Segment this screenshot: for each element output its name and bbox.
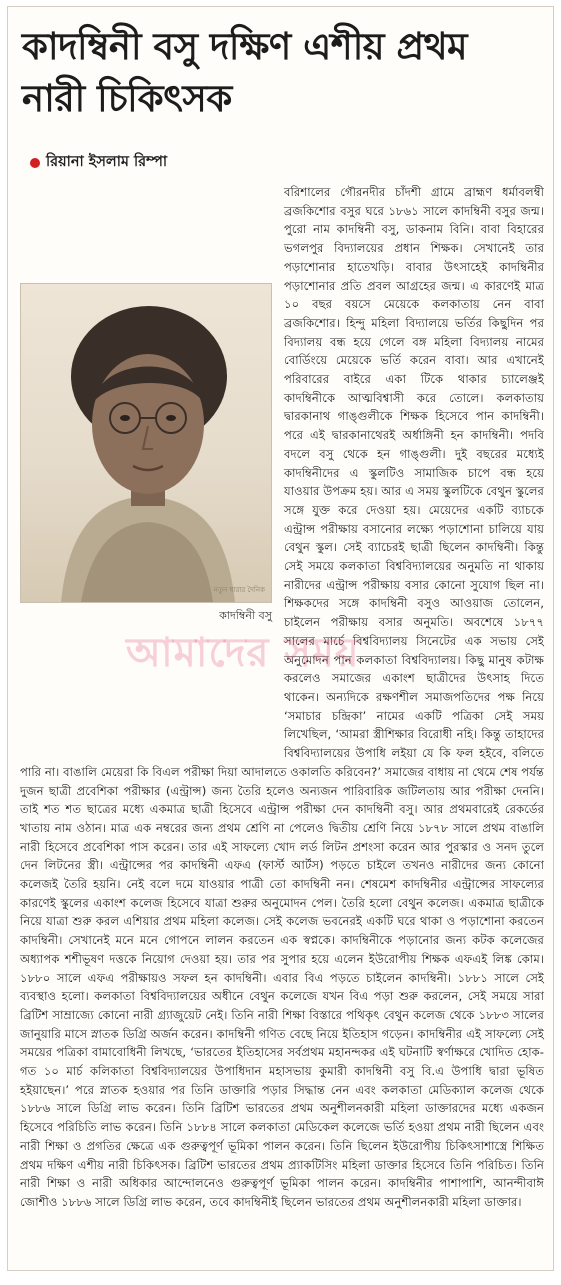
newspaper-clipping <box>7 6 554 1271</box>
article-paragraph: বরিশালের গৌরনদীর চাঁদশী গ্রামে ব্রাহ্মণ ধর্মাবলম্বী ব্রজকিশোর বসুর ঘরে ১৮৬১ সালে কাদম্বিনী বসুর জন্ম। পুরো নাম কাদম্বিনী বসু, ডাকনাম বিনি। বাবা বিহারের ভগলপুর বিদ্যালয়ের প্রধান শিক্ষক। সেখানেই তার পড়াশোনার হাতেখড়ি। বাবার উৎসাহেই কাদম্বিনীর পড়াশোনার প্রতি প্রবল আগ্রহের জন্ম। এ কারণেই মাত্র ১০ বছর বয়সে মেয়েকে কলকাতায় নেন বাবা ব্রজকিশোর। হিন্দু মহিলা বিদ্যালয়ে ভর্তির কিছুদিন পর বিদ্যালয় বন্ধ হয়ে গেলে বঙ্গ মহিলা বিদ্যালয় নামের বোর্ডিংয়ে মেয়েকে ভর্তি করেন বাবা। আর এখানেই পরিবারের বাইরে একা টিকে থাকার চ্যালেঞ্জই কাদম্বিনীকে আত্মবিশ্বাসী করে তোলে। কলকাতায় দ্বারকানাথ গাঙ্গুলীকে শিক্ষক হিসেবে পান কাদম্বিনী। পরে এই দ্বারকানাথেরই অর্ধাঙ্গিনী হন কাদম্বিনী। পদবি বদলে বসু থেকে হন গাঙ্গুলী। দুই বছরের মধ্যেই কাদম্বিনীদের এ স্কুলটিও সামাজিক চাপে বন্ধ হয়ে যাওয়ার উপক্রম হয়। আর এ সময় স্কুলটিকে বেথুন স্কুলের সঙ্গে যুক্ত করে দেওয়া হয়। মেয়েদের একটি ব্যাচকে এন্ট্রান্স পরীক্ষায় বসানোর লক্ষ্যে পড়াশোনা চালিয়ে যায় বেথুন স্কুল। সেই ব্যাচেরই ছাত্রী ছিলেন কাদম্বিনী। কিন্তু সেই সময়ে কলকাতা বিশ্ববিদ্যালয়ের অনুমতি না থাকায় নারীদের এন্ট্রান্স পরীক্ষায় বসার কোনো সুযোগ ছিল না। শিক্ষকদের সঙ্গে কাদম্বিনী বসুও আওয়াজ তোলেন, চাইলেন পরীক্ষায় বসার অনুমতি। অবশেষে ১৮৭৭ সালের মার্চে বিশ্ববিদ্যালয় সিনেটের এক সভায় সেই অনুমোদন পান কলকাতা বিশ্ববিদ্যালয়। কিছু মানুষ কটাক্ষ করলেও সমাজের একাংশ ছাত্রীদের উৎসাহ দিতে থাকেন। অন্যদিকে রক্ষণশীল সমাজপতিদের পক্ষ নিয়ে ‘সমাচার চন্দ্রিকা’ নামের একটি পত্রিকা সেই সময় লিখেছিল, ‘আমরা স্ত্রীশিক্ষার বিরোধী নহি। কিন্তু তাহাদের বিশ্ববিদ্যালয়ের উপাধি লইয়া যে কি ফল হইবে, বলিতে পারি না। বাঙালি মেয়েরা কি বিএল পরীক্ষা দিয়া আদালতে ওকালতি করিবেন?’ সমাজের বাধায় না থেমে শেষ পর্যন্ত দুজন ছাত্রী প্রবেশিকা পরীক্ষার (এন্ট্রান্স) জন্য তৈরি হলেও অন্যজন পারিবারিক জটিলতায় আর পরীক্ষা দেননি। তাই শত শত ছাত্রের মধ্যে একমাত্র ছাত্রী হিসেবে এন্ট্রান্স পরীক্ষা দেন কাদম্বিনী বসু। আর প্রথমবারেই রেকর্ডের খাতায় নাম ওঠান। মাত্র এক নম্বরের জন্য প্রথম শ্রেণি না পেলেও দ্বিতীয় শ্রেণি নিয়ে ১৮৭৮ সালে প্রথম বাঙালি নারী হিসেবে প্রবেশিকা পাস করেন। তার এই সাফল্যে খোদ লর্ড লিটন প্রশংসা করেন আর পুরস্কার ও সনদ তুলে দেন লিটনের স্ত্রী। এন্ট্রান্সের পর কাদম্বিনী এফএ (ফার্স্ট আর্টস) পড়তে চাইলে তখনও নারীদের জন্য কোনো কলেজই তৈরি হয়নি। নেই বলে দমে যাওয়ার পাত্রী তো কাদম্বিনী নন। শেষমেশ কাদম্বিনীর এন্ট্রান্সের সাফল্যের কারণেই স্কুলের একাংশ কলেজ হিসেবে যাত্রা শুরুর অনুমোদন পেল। তৈরি হলো বেথুন কলেজ। একমাত্র ছাত্রীকে নিয়ে যাত্রা শুরু করল এশিয়ার প্রথম মহিলা কলেজ। সেই কলেজ ভবনেরই একটি ঘরে থাকা ও পড়াশোনা করতেন কাদম্বিনী। সেখানেই মনে মনে গোপনে লালন করতেন এক স্বপ্নকে। কাদম্বিনীকে পড়ানোর জন্য কটক কলেজের অধ্যাপক শশীভূষণ দত্তকে নিয়োগ দেওয়া হয়। তার পর সুপার হয়ে এলেন ইউরোপীয় শিক্ষক এফএই লিঙ্ক কোম। ১৮৮০ সালে এফএ পরীক্ষায়ও সফল হন কাদম্বিনী। এবার বিএ পড়তে চাইলেন কাদম্বিনী। ১৮৮১ সালে সেই ব্যবস্থাও হলো। কলকাতা বিশ্ববিদ্যালয়ের অধীনে বেথুন কলেজে যখন বিএ পড়া শুরু করলেন, সেই সময়ে সারা ব্রিটিশ সাম্রাজ্যে কোনো নারী গ্র্যাজুয়েট নেই। তিনি নারী শিক্ষা বিস্তারে পথিকৃৎ বেথুন কলেজ থেকে ১৮৮৩ সালের জানুয়ারি মাসে স্নাতক ডিগ্রি অর্জন করেন। কাদম্বিনী গণিত বেছে নিয়ে ইতিহাস গড়েন। কাদম্বিনীর এই সাফল্যে সেই সময়ের পত্রিকা বামাবোধিনী লিখছে, ‘ভারতের ইতিহাসের সর্বপ্রথম মহানন্দকর এই ঘটনাটি স্বর্ণাক্ষরে খোদিত হোক- গত ১০ মার্চ কলিকাতা বিশ্ববিদ্যালয়ের উপাধিদান মহাসভায় কুমারী কাদম্বিনী বসু বি.এ উপাধি দ্বারা ভূষিত হইয়াছেন।’ পরে স্নাতক হওয়ার পর তিনি ডাক্তারি পড়ার সিদ্ধান্ত নেন এবং কলকাতা মেডিক্যাল কলেজ থেকে ১৮৮৬ সালে ডিগ্রি লাভ করেন। তিনি ব্রিটিশ ভারতের প্রথম অনুশীলনকারী মহিলা ডাক্তারদের মধ্যে একজন হিসেবে পরিচিতি লাভ করেন। তিনি ১৮৮৪ সালে কলকাতা মেডিকেল কলেজে ভর্তি হওয়া প্রথম নারী ছিলেন এবং নারী শিক্ষা ও প্রগতির ক্ষেত্রে এক গুরুত্বপূর্ণ ভূমিকা পালন করেন। তিনি ছিলেন ইউরোপীয় চিকিৎসাশাস্ত্রে শিক্ষিত প্রথম দক্ষিণ এশীয় নারী চিকিৎসক। ব্রিটিশ ভারতের প্রথম প্র্যাকটিসিং মহিলা ডাক্তার হিসেবে তিনি পরিচিত। তিনি নারী শিক্ষা ও নারী অধিকার আন্দোলনেও গুরুত্বপূর্ণ ভূমিকা পালন করেন। কাদম্বিনীর পাশাপাশি, আনন্দীবাঈ জোশীও ১৮৮৬ সালে ডিগ্রি লাভ করেন, তবে কাদম্বিনীই ছিলেন ভারতের প্রথম অনুশীলনকারী মহিলা ডাক্তার। <box>20 185 544 1209</box>
bullet-icon <box>30 158 40 168</box>
portrait-photo <box>20 283 272 603</box>
article-body <box>20 183 544 1212</box>
author-name: রিয়ানা ইসলাম রিম্পা <box>46 154 168 170</box>
photo-figure <box>20 283 272 745</box>
headline: কাদম্বিনী বসু দক্ষিণ এশীয় প্রথম নারী চিকিৎসক <box>22 25 468 120</box>
portrait-illustration <box>21 284 271 602</box>
byline <box>30 151 167 175</box>
photo-caption: কাদম্বিনী বসু <box>219 609 272 622</box>
photo-credit: নতুন ধারার দৈনিক <box>213 586 265 595</box>
watermark-logo: আমাদের সময় <box>126 630 360 676</box>
